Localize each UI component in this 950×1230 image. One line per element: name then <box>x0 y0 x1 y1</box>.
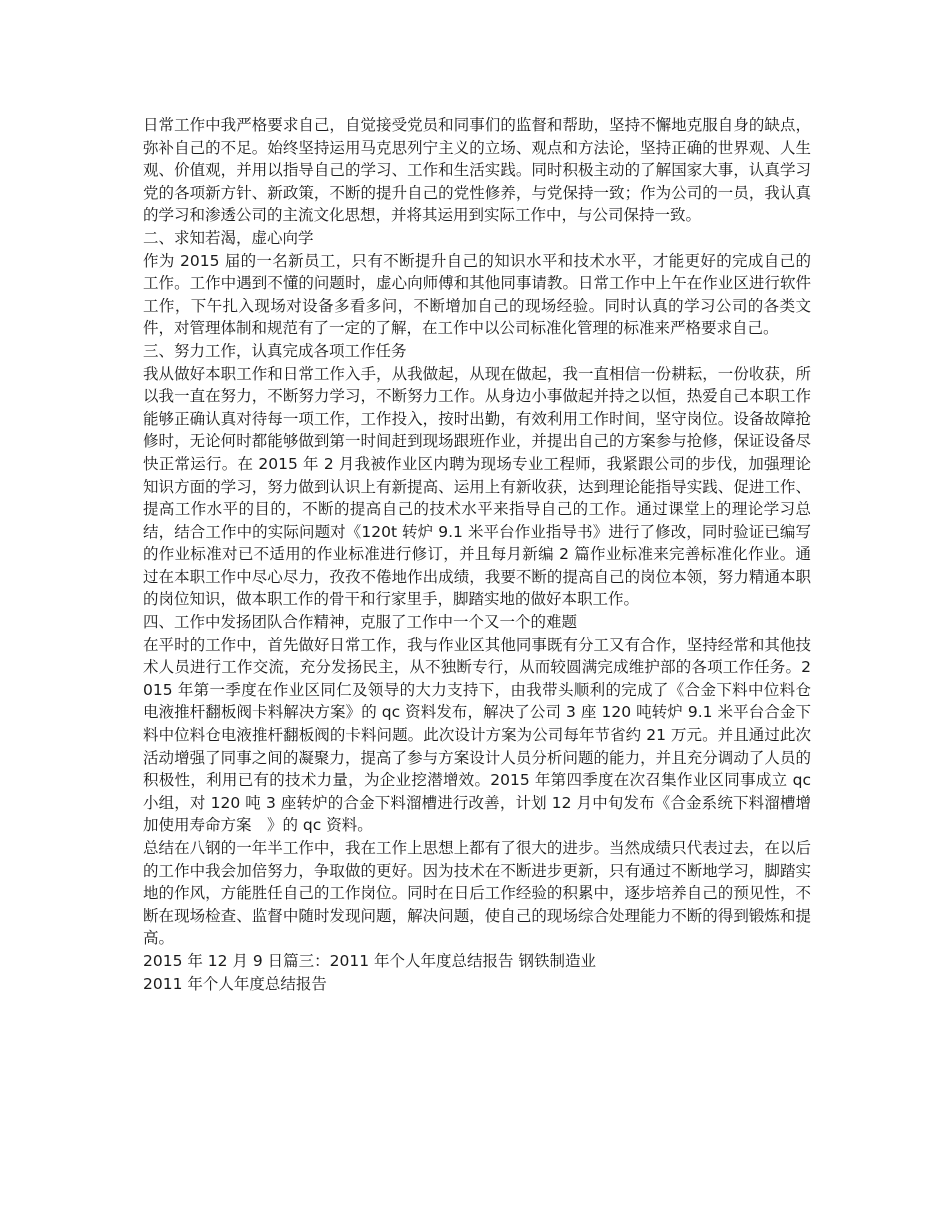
paragraph-teamwork: 在平时的工作中，首先做好日常工作，我与作业区其他同事既有分工又有合作，坚持经常和其他技术人员进行工作交流，充分发扬民主，从不独断专行，从而较圆满完成维护部的各项工作任务。2015 年第一季度在作业区同仁及领导的大力支持下，由我带头顺利的完成了《合金下料中位料仓电液推杆翻板阀卡料解决方案》的 qc 资料发布，解决了公司 3 座 120 吨转炉 9.1 米平台合金下料中位料仓电液推杆翻板阀的卡料问题。此次设计方案为公司每年节省约 21 万元。并且通过此次活动增强了同事之间的凝聚力，提高了参与方案设计人员分析问题的能力，并且充分调动了人员的积极性，利用已有的技术力量，为企业挖潜增效。2015 年第四季度在次召集作业区同事成立 qc 小组，对 120 吨 3 座转炉的合金下料溜槽进行改善，计划 12 月中旬发布《合金系统下料溜槽增加使用寿命方案 》的 qc 资料。 <box>143 635 811 835</box>
paragraph-learning: 作为 2015 届的一名新员工，只有不断提升自己的知识水平和技术水平，才能更好的完成自己的工作。工作中遇到不懂的问题时，虚心向师傅和其他同事请教。日常工作中上午在作业区进行软件工作，下午扎入现场对设备多看多问，不断增加自己的现场经验。同时认真的学习公司的各类文件，对管理体制和规范有了一定的了解，在工作中以公司标准化管理的标准来严格要求自己。 <box>143 251 811 338</box>
date-and-part-three-title: 2015 年 12 月 9 日篇三：2011 年个人年度总结报告 钢铁制造业 <box>143 951 596 970</box>
document-page <box>143 114 811 995</box>
report-title: 2011 年个人年度总结报告 <box>143 974 327 993</box>
paragraph-summary: 总结在八钢的一年半工作中，我在工作上思想上都有了很大的进步。当然成绩只代表过去，在以后的工作中我会加倍努力，争取做的更好。因为技术在不断进步更新，只有通过不断地学习，脚踏实地的作风，方能胜任自己的工作岗位。同时在日后工作经验的积累中，逐步培养自己的预见性，不断在现场检查、监督中随时发现问题，解决问题，使自己的现场综合处理能力不断的得到锻炼和提高。 <box>143 839 811 948</box>
section-heading-3: 三、努力工作，认真完成各项工作任务 <box>143 341 407 360</box>
section-heading-2: 二、求知若渴，虚心向学 <box>143 228 314 247</box>
section-heading-4: 四、工作中发扬团队合作精神，克服了工作中一个又一个的难题 <box>143 613 578 632</box>
paragraph-work-tasks: 我从做好本职工作和日常工作入手，从我做起，从现在做起，我一直相信一份耕耘，一份收获，所以我一直在努力，不断努力学习，不断努力工作。从身边小事做起并持之以恒，热爱自己本职工作能够正确认真对待每一项工作，工作投入，按时出勤，有效利用工作时间，坚守岗位。设备故障抢修时，无论何时都能够做到第一时间赶到现场跟班作业，并提出自己的方案参与抢修，保证设备尽快正常运行。在 2015 年 2 月我被作业区内聘为现场专业工程师，我紧跟公司的步伐，加强理论知识方面的学习，努力做到认识上有新提高、运用上有新收获，达到理论能指导实践、促进工作、提高工作水平的目的，不断的提高自己的技术水平来指导自己的工作。通过课堂上的理论学习总结，结合工作中的实际问题对《120t 转炉 9.1 米平台作业指导书》进行了修改，同时验证已编写的作业标准对已不适用的作业标准进行修订，并且每月新编 2 篇作业标准来完善标准化作业。通过在本职工作中尽心尽力，孜孜不倦地作出成绩，我要不断的提高自己的岗位本领，努力精通本职的岗位知识，做本职工作的骨干和行家里手，脚踏实地的做好本职工作。 <box>143 364 811 609</box>
paragraph-party-discipline: 日常工作中我严格要求自己，自觉接受党员和同事们的监督和帮助，坚持不懈地克服自身的缺点，弥补自己的不足。始终坚持运用马克思列宁主义的立场、观点和方法论，坚持正确的世界观、人生观、价值观，并用以指导自己的学习、工作和生活实践。同时积极主动的了解国家大事，认真学习党的各项新方针、新政策，不断的提升自己的党性修养，与党保持一致；作为公司的一员，我认真的学习和渗透公司的主流文化思想，并将其运用到实际工作中，与公司保持一致。 <box>143 116 811 225</box>
